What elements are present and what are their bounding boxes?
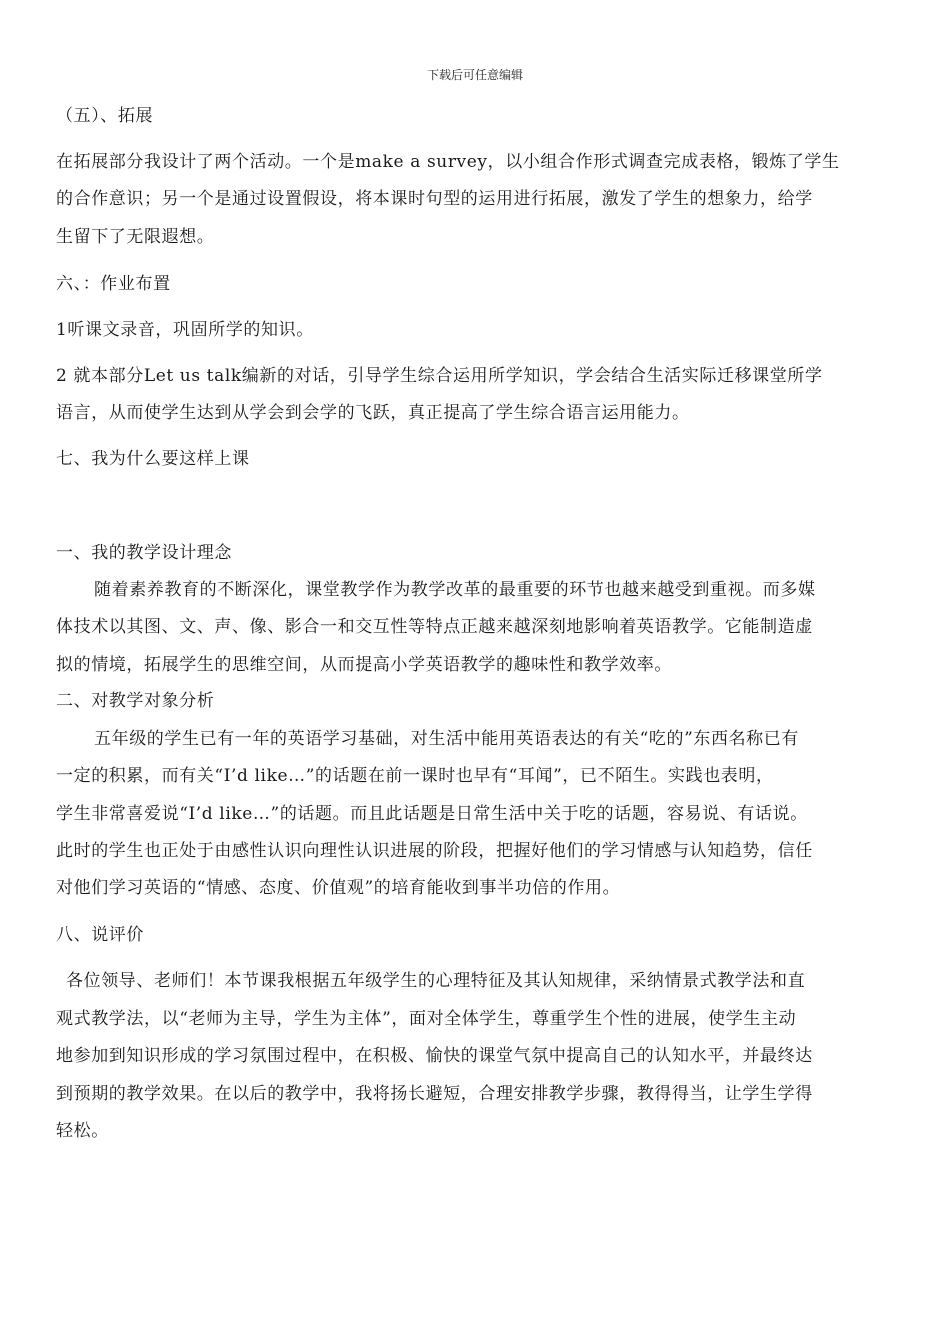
paragraph-line: 一定的积累，而有关“I’d like…”的话题在前一课时也早有“耳闻”，已不陌生。实践也表明， <box>56 766 774 786</box>
section-heading-evaluation: 八、说评价 <box>56 925 144 945</box>
paragraph-line: 地参加到知识形成的学习氛围过程中，在积极、愉快的课堂气氛中提高自己的认知水平，并最终达 <box>56 1046 813 1066</box>
section-heading-homework: 六、：作业布置 <box>56 274 171 294</box>
section-heading-why: 七、我为什么要这样上课 <box>56 449 250 469</box>
paragraph-line: 拟的情境，拓展学生的思维空间，从而提高小学英语教学的趣味性和教学效率。 <box>56 655 672 675</box>
paragraph-line: 各位领导、老师们！本节课我根据五年级学生的心理特征及其认知规律，采纳情景式教学法和直 <box>66 971 806 991</box>
list-item: 1听课文录音，巩固所学的知识。 <box>56 320 314 340</box>
paragraph-line: 五年级的学生已有一年的英语学习基础，对生活中能用英语表达的有关“吃的”东西名称已有 <box>94 729 799 749</box>
paragraph-line: 轻松。 <box>56 1121 109 1141</box>
paragraph-line: 随着素养教育的不断深化，课堂教学作为教学改革的最重要的环节也越来越受到重视。而多媒 <box>94 580 816 600</box>
paragraph-line: 对他们学习英语的“情感、态度、价值观”的培育能收到事半功倍的作用。 <box>56 878 621 898</box>
paragraph-line: 此时的学生也正处于由感性认识向理性认识进展的阶段，把握好他们的学习情感与认知趋势，信任 <box>56 841 813 861</box>
page-header-note: 下载后可任意编辑 <box>426 68 523 82</box>
paragraph-line: 生留下了无限遐想。 <box>56 227 215 247</box>
paragraph-line: 观式教学法，以“老师为主导，学生为主体”，面对全体学生，尊重学生个性的进展，使学生主动 <box>56 1009 797 1029</box>
paragraph-line: 体技术以其图、文、声、像、影合一和交互性等特点正越来越深刻地影响着英语教学。它能制造虚 <box>56 617 813 637</box>
section-heading-design-concept: 一、我的教学设计理念 <box>56 543 232 563</box>
paragraph-line: 语言，从而使学生达到从学会到会学的飞跃，真正提高了学生综合语言运用能力。 <box>56 403 690 423</box>
list-item: 2 就本部分Let us talk编新的对话，引导学生综合运用所学知识，学会结合生活实际迁移课堂所学 <box>56 366 823 386</box>
section-heading-extension: （五）、拓展 <box>56 106 154 126</box>
section-heading-student-analysis: 二、对教学对象分析 <box>56 691 215 711</box>
paragraph-line: 在拓展部分我设计了两个活动。一个是make a survey，以小组合作形式调查完成表格，锻炼了学生 <box>56 152 840 172</box>
paragraph-line: 的合作意识；另一个是通过设置假设，将本课时句型的运用进行拓展，激发了学生的想象力，给学 <box>56 189 813 209</box>
paragraph-line: 到预期的教学效果。在以后的教学中，我将扬长避短，合理安排教学步骤，教得得当，让学生学得 <box>56 1084 813 1104</box>
paragraph-line: 学生非常喜爱说“I’d like…”的话题。而且此话题是日常生活中关于吃的话题，容易说、有话说。 <box>56 804 808 824</box>
